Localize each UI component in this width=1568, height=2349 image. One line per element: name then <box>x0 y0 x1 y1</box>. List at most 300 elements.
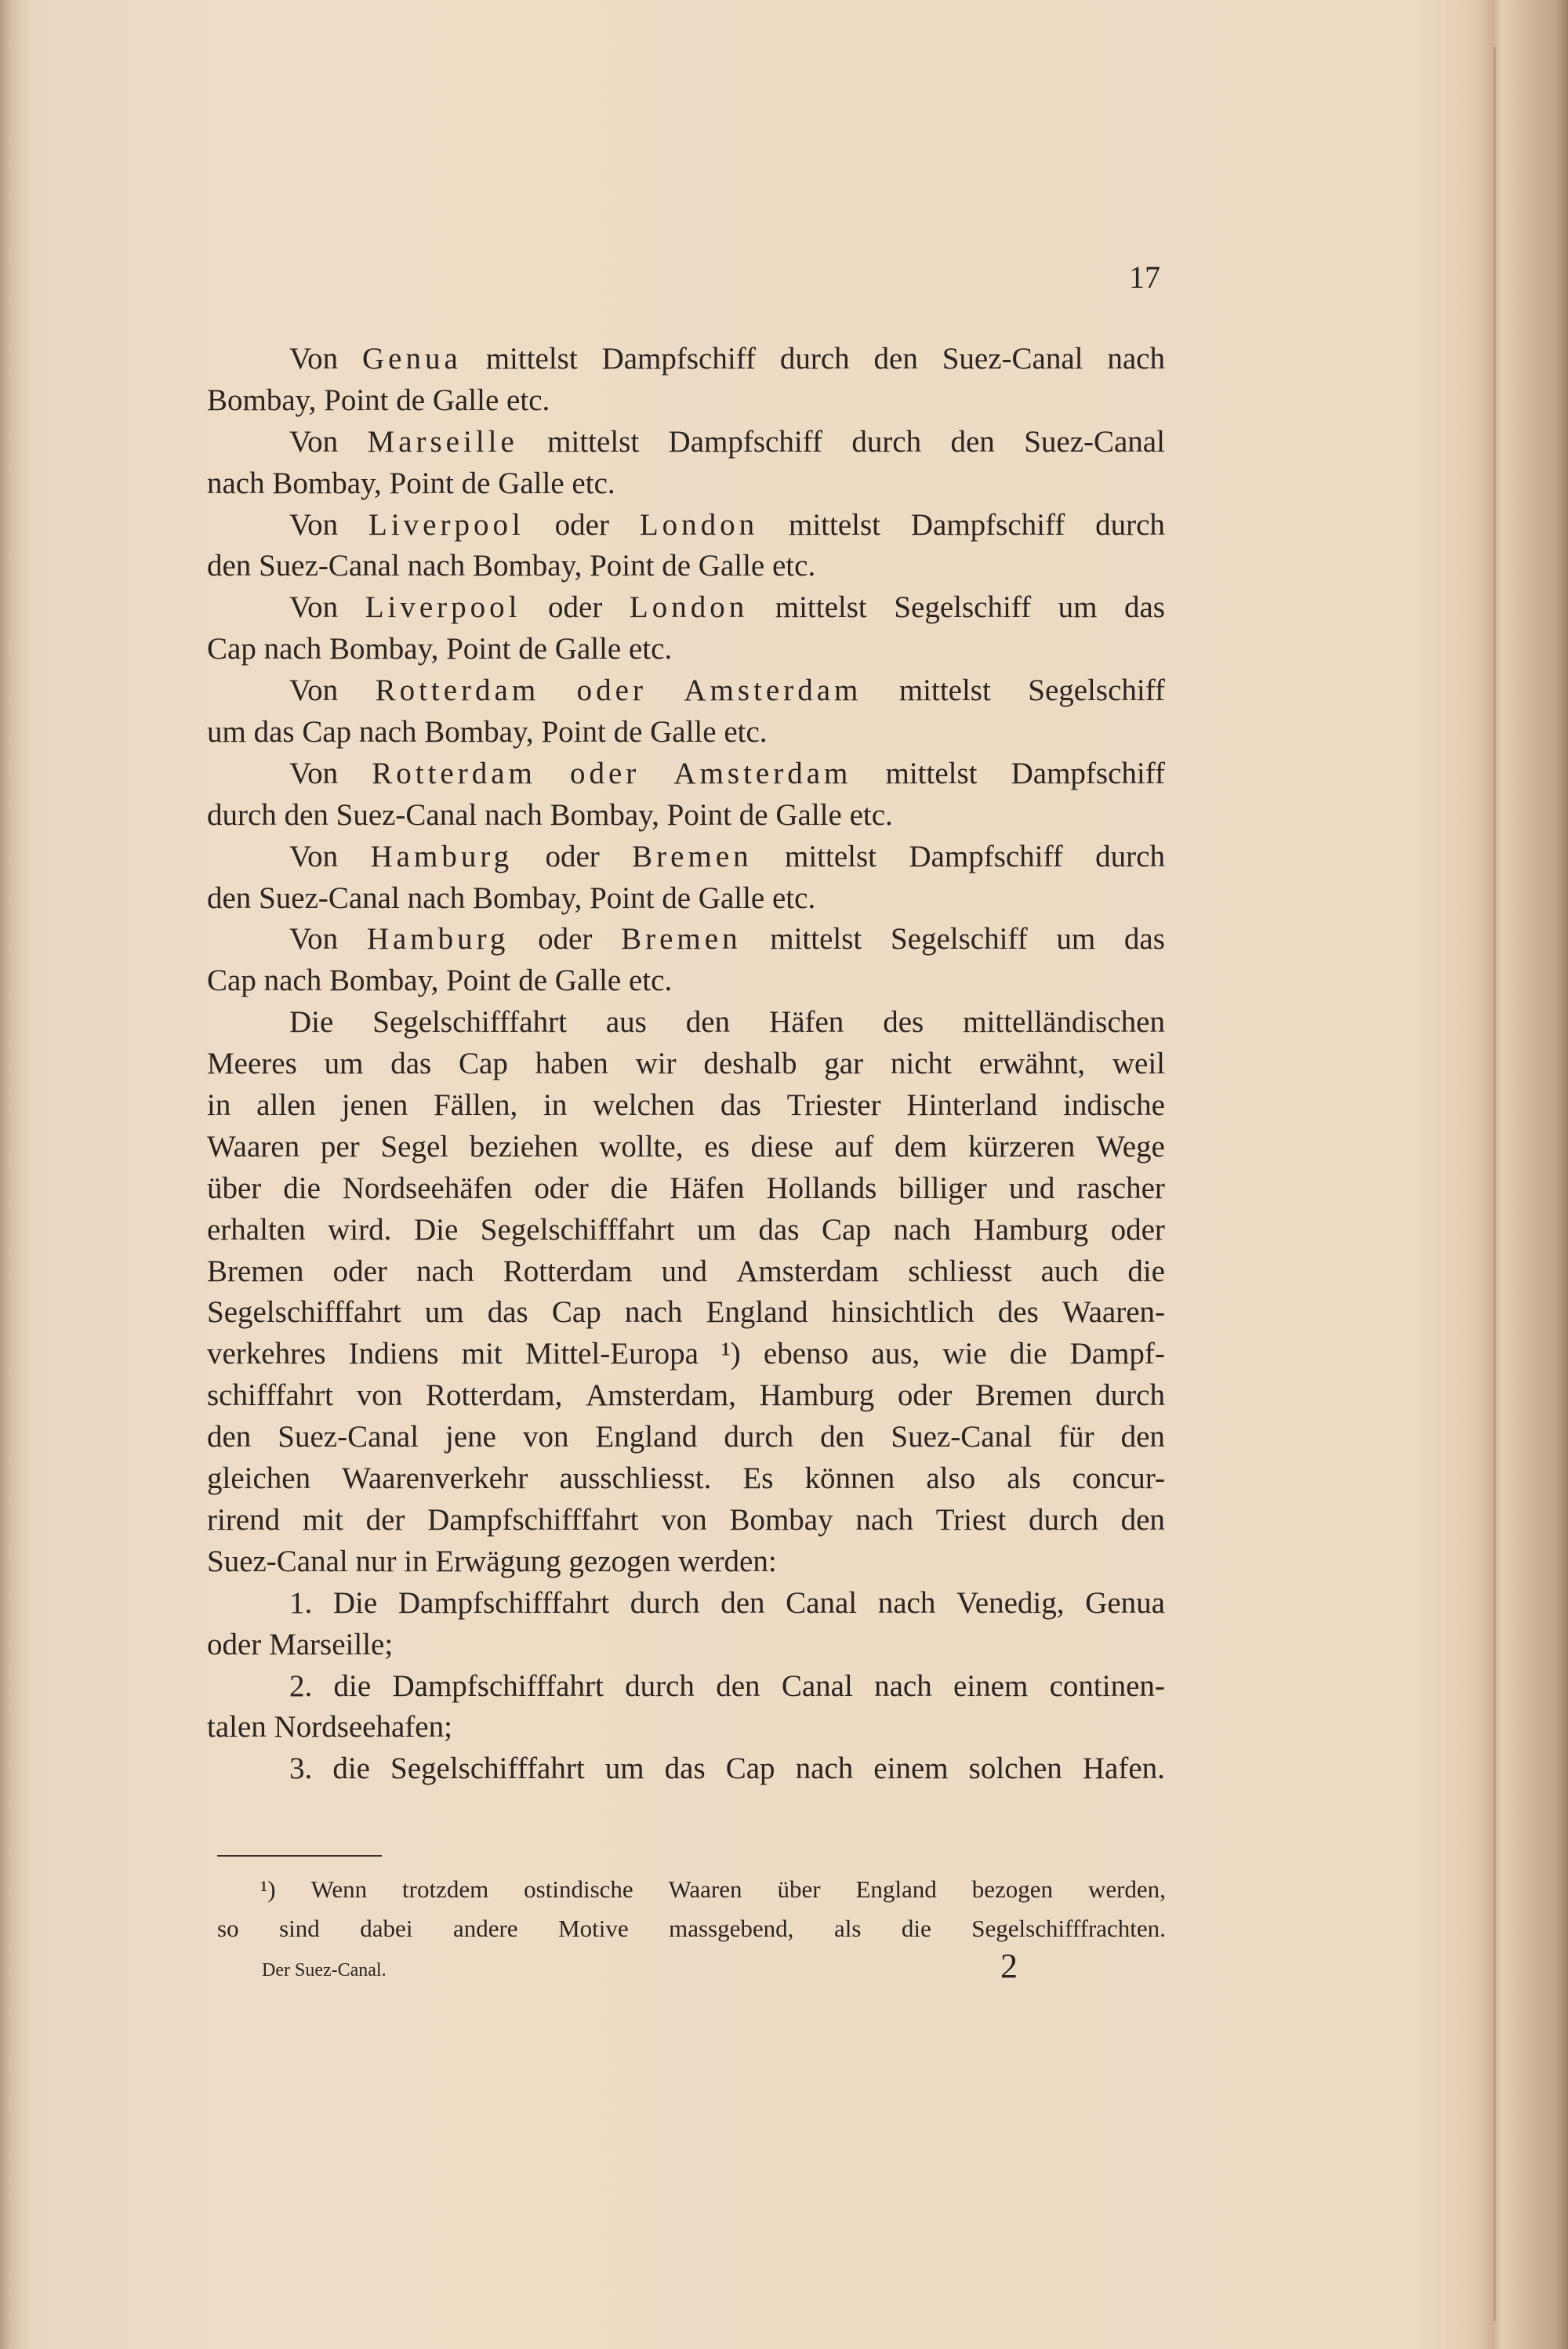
word: hinsichtlich <box>831 1295 975 1330</box>
word: gar <box>824 1047 864 1081</box>
text-line <box>207 919 1165 960</box>
text-line <box>207 1334 1165 1375</box>
word: de <box>518 964 555 998</box>
word: indische <box>1062 1088 1165 1123</box>
word: die <box>283 1171 321 1205</box>
word: nach <box>893 1212 951 1247</box>
word: Bremen <box>621 922 742 957</box>
word: oder <box>207 1627 270 1661</box>
word: Hinterland <box>906 1088 1038 1123</box>
word: in <box>207 1088 231 1123</box>
word: den <box>950 424 995 459</box>
word: die <box>332 1752 370 1786</box>
word: um <box>604 1752 644 1786</box>
word: das <box>664 1752 706 1786</box>
footnote-rule <box>217 1855 382 1857</box>
word: mittelst <box>789 507 881 542</box>
word: in <box>404 1544 436 1578</box>
word: rascher <box>1076 1171 1165 1205</box>
word: durch <box>1095 1378 1165 1413</box>
word: Cap <box>207 632 264 666</box>
word: von <box>661 1502 707 1537</box>
word: Wege <box>1096 1129 1165 1164</box>
word: de <box>739 797 776 832</box>
word: wollte, <box>599 1129 684 1164</box>
word: Die <box>289 1005 334 1040</box>
word: nach <box>485 797 550 832</box>
word: Häfen <box>670 1171 745 1205</box>
text-line <box>207 463 1165 505</box>
word: Segelschifffahrt <box>480 1212 675 1247</box>
word: den <box>284 797 336 832</box>
word: schliesst <box>908 1254 1012 1288</box>
word: auch <box>1040 1254 1099 1288</box>
word: den <box>685 1005 731 1040</box>
word: Von <box>289 342 339 376</box>
word: Dampf- <box>1069 1337 1165 1371</box>
word: mittelst <box>775 590 867 625</box>
word: nach <box>263 632 329 666</box>
word: können <box>804 1461 895 1496</box>
word: Dampfschifffahrt <box>427 1502 639 1537</box>
word: Von <box>289 839 339 873</box>
word: allen <box>256 1088 316 1123</box>
word: etc. <box>724 715 768 750</box>
word: Segelschiff <box>1028 673 1165 708</box>
word: oder <box>554 507 609 542</box>
word: Suez-Canal <box>336 797 485 832</box>
text-line <box>207 670 1165 712</box>
word: den <box>873 342 918 376</box>
word: Amsterdam, <box>586 1378 736 1413</box>
text-line <box>207 1375 1165 1417</box>
word: Segelschiff <box>890 922 1028 957</box>
word: in <box>543 1088 568 1123</box>
word: die <box>333 1668 372 1703</box>
word: Bombay, <box>328 964 447 998</box>
word: Wenn <box>310 1875 368 1903</box>
word: Genua <box>1085 1585 1165 1620</box>
text-line <box>207 1748 1165 1790</box>
word: Erwägung <box>435 1544 569 1578</box>
word: Waaren <box>668 1875 742 1903</box>
word: Venedig, <box>956 1585 1065 1620</box>
word: Galle <box>650 715 724 750</box>
word: Suez-Canal <box>207 1544 356 1578</box>
text-line <box>207 837 1165 878</box>
word: Von <box>289 424 339 459</box>
word: Bombay, <box>472 880 590 915</box>
word: Canal <box>781 1668 853 1703</box>
word: Die <box>413 1212 459 1247</box>
word: etc. <box>572 466 615 500</box>
word: werden, <box>1087 1875 1166 1903</box>
word: mittelst <box>885 756 978 790</box>
word: Liverpool <box>368 507 524 542</box>
word: Es <box>742 1461 774 1496</box>
word: Point <box>389 466 462 500</box>
word: oder <box>332 1254 387 1288</box>
word: concur- <box>1072 1461 1165 1496</box>
word: Liverpool <box>365 590 521 625</box>
word: Segelschifffahrt <box>372 1005 567 1040</box>
word: das <box>390 1047 432 1081</box>
word: das <box>1123 922 1165 957</box>
word: Dampfschifffahrt <box>392 1668 604 1703</box>
word: den <box>1120 1502 1165 1537</box>
word: über <box>777 1875 821 1903</box>
word: nach <box>1107 342 1165 376</box>
word: Segel <box>380 1129 449 1164</box>
text-line <box>207 339 1165 380</box>
word: Bombay, <box>328 632 447 666</box>
word: London <box>629 590 749 625</box>
word: verkehres <box>207 1337 326 1371</box>
text-line <box>207 1417 1165 1458</box>
word: ostindische <box>524 1875 633 1903</box>
word: Cap <box>725 1752 775 1786</box>
word: Suez-Canal <box>259 880 408 915</box>
word: Amsterdam <box>673 756 852 790</box>
text-line <box>207 1541 1165 1583</box>
word: durch <box>1095 839 1165 873</box>
word: den <box>820 1420 865 1454</box>
text-line <box>207 960 1165 1002</box>
word: etc. <box>629 632 673 666</box>
word: Von <box>289 590 339 625</box>
word: über <box>207 1171 262 1205</box>
word: etc. <box>506 383 550 417</box>
text-line <box>207 1085 1165 1127</box>
word: mittelst <box>898 673 991 708</box>
word: Hafen. <box>1082 1752 1165 1786</box>
word: Fällen, <box>434 1088 518 1123</box>
word: werden: <box>678 1544 777 1578</box>
word: das <box>253 715 303 750</box>
word: Galle <box>698 880 772 915</box>
word: Segelschifffahrt <box>207 1295 401 1330</box>
word: deshalb <box>703 1047 797 1081</box>
word: bezogen <box>971 1875 1053 1903</box>
word: den <box>1120 1420 1165 1454</box>
word: Von <box>289 673 339 708</box>
text-line <box>207 629 1165 670</box>
text-line <box>207 422 1165 463</box>
word: mittelst <box>770 922 862 957</box>
word: ausschliesst. <box>559 1461 712 1496</box>
word: Bombay, <box>207 383 325 417</box>
word: Dampfschiff <box>910 507 1065 542</box>
word: die <box>610 1171 648 1205</box>
word: Cap <box>302 715 359 750</box>
text-line <box>207 712 1165 753</box>
word: durch <box>724 1420 794 1454</box>
word: Cap <box>207 964 264 998</box>
word: das <box>720 1088 761 1123</box>
word: Bombay, <box>424 715 542 750</box>
word: oder <box>548 590 603 625</box>
text-line <box>207 795 1165 837</box>
word: de <box>662 549 699 583</box>
word: den <box>207 880 260 915</box>
word: nach <box>358 715 425 750</box>
word: Bremen <box>207 1254 304 1288</box>
word: Von <box>289 507 339 542</box>
word: schifffahrt <box>207 1378 334 1413</box>
word: so <box>217 1915 239 1942</box>
word: den <box>207 1420 252 1454</box>
word: um <box>424 1295 464 1330</box>
word: Von <box>289 922 339 957</box>
word: Point <box>590 880 662 915</box>
word: mittelländischen <box>963 1005 1165 1040</box>
word: erhalten <box>207 1212 306 1247</box>
word: oder <box>570 756 641 790</box>
word: oder <box>576 673 647 708</box>
word: Suez-Canal <box>278 1420 419 1454</box>
word: Die <box>332 1585 378 1620</box>
word: etc. <box>629 964 673 998</box>
word: um <box>207 715 254 750</box>
text-line <box>207 1583 1165 1625</box>
word: durch <box>1029 1502 1098 1537</box>
word: Suez-Canal <box>942 342 1083 376</box>
word: solchen <box>968 1752 1062 1786</box>
word: wir <box>635 1047 677 1081</box>
text-line <box>207 587 1165 629</box>
word: nach <box>795 1752 854 1786</box>
word: Galle <box>432 383 507 417</box>
word: de <box>662 880 699 915</box>
word: das <box>1124 590 1165 625</box>
word: Amsterdam <box>684 673 862 708</box>
word: durch <box>625 1668 695 1703</box>
word: Point <box>324 383 397 417</box>
word: oder <box>897 1378 953 1413</box>
word: ebenso <box>763 1337 849 1371</box>
word: einem <box>873 1752 949 1786</box>
word: 3. <box>289 1752 313 1786</box>
word: Bombay <box>729 1502 833 1537</box>
word: de <box>396 383 433 417</box>
word: um <box>324 1047 364 1081</box>
word: Rotterdam, <box>425 1378 563 1413</box>
word: mittelst <box>485 342 578 376</box>
word: Rotterdam <box>372 756 536 790</box>
word: Cap <box>821 1212 871 1247</box>
text-line <box>207 1500 1165 1541</box>
word: dem <box>894 1129 948 1164</box>
word: Dampfschifffahrt <box>397 1585 610 1620</box>
word: Segelschiff <box>894 590 1032 625</box>
word: und <box>661 1254 708 1288</box>
word: von <box>522 1420 569 1454</box>
word: von <box>356 1378 403 1413</box>
word: durch <box>851 424 922 459</box>
word: Dampfschiff <box>601 342 756 376</box>
word: Dampfschiff <box>668 424 822 459</box>
word: etc. <box>849 797 893 832</box>
word: mittelst <box>785 839 877 873</box>
word: Galle <box>498 466 572 500</box>
word: des <box>997 1295 1039 1330</box>
word: per <box>320 1129 360 1164</box>
text-line <box>207 380 1165 422</box>
text-line <box>207 1251 1165 1293</box>
text-line <box>207 1168 1165 1210</box>
word: Waaren <box>207 1129 300 1164</box>
word: Hollands <box>766 1171 877 1205</box>
word: als <box>833 1915 862 1942</box>
word: für <box>1058 1420 1094 1454</box>
word: den <box>716 1668 760 1703</box>
word: England <box>855 1875 937 1903</box>
word: Point <box>590 549 662 583</box>
text-line <box>207 546 1165 587</box>
word: Nordseehafen; <box>274 1710 452 1745</box>
word: jene <box>445 1420 496 1454</box>
word: andere <box>452 1915 518 1942</box>
word: gleichen <box>207 1461 311 1496</box>
word: oder <box>545 839 600 873</box>
word: Bombay, <box>472 549 590 583</box>
word: de <box>461 466 499 500</box>
word: etc. <box>772 880 816 915</box>
text-line <box>207 1625 1165 1666</box>
word: 1. <box>289 1585 313 1620</box>
word: die <box>1009 1337 1047 1371</box>
word: Nordseehäfen <box>342 1171 513 1205</box>
word: sind <box>279 1915 320 1942</box>
word: nicht <box>890 1047 952 1081</box>
text-line <box>207 753 1165 795</box>
word: mit <box>461 1337 503 1371</box>
word: nach <box>877 1585 936 1620</box>
footnote-line-2 <box>217 1909 1166 1948</box>
word: Häfen <box>769 1005 844 1040</box>
word: England <box>706 1295 808 1330</box>
word: mit <box>302 1502 343 1537</box>
text-line <box>207 1127 1165 1168</box>
word: etc. <box>772 549 816 583</box>
page-edge <box>1494 47 1496 2321</box>
word: aus, <box>871 1337 920 1371</box>
word: Point <box>446 964 519 998</box>
word: den <box>207 549 260 583</box>
word: England <box>595 1420 698 1454</box>
word: einem <box>953 1668 1029 1703</box>
word: diese <box>750 1129 814 1164</box>
word: Triest <box>935 1502 1007 1537</box>
word: nach <box>263 964 329 998</box>
word: das <box>487 1295 528 1330</box>
text-line <box>207 1044 1165 1085</box>
text-line <box>207 1666 1165 1708</box>
word: massgebend, <box>669 1915 794 1942</box>
word: der <box>365 1502 405 1537</box>
word: erwähnt, <box>978 1047 1086 1081</box>
word: weil <box>1112 1047 1165 1081</box>
word: kürzeren <box>967 1129 1076 1164</box>
word: ¹) <box>260 1875 276 1903</box>
word: jenen <box>341 1088 408 1123</box>
word: durch <box>779 342 850 376</box>
word: nach <box>624 1295 683 1330</box>
text-line <box>207 1210 1165 1251</box>
word: Bombay, <box>272 466 390 500</box>
word: Hamburg <box>973 1212 1089 1247</box>
word: die <box>901 1915 931 1942</box>
word: Dampfschiff <box>909 839 1063 873</box>
word: Bremen <box>632 839 753 873</box>
word: Marseille; <box>269 1627 394 1661</box>
word: nach <box>407 880 473 915</box>
text-line <box>207 1292 1165 1334</box>
word: de <box>518 632 555 666</box>
word: beziehen <box>469 1129 579 1164</box>
word: Suez-Canal <box>891 1420 1033 1454</box>
word: oder <box>538 922 593 957</box>
word: Rotterdam <box>375 673 540 708</box>
word: Segelschifffrachten. <box>971 1915 1166 1942</box>
word: London <box>639 507 759 542</box>
text-line <box>207 505 1165 546</box>
text-line <box>207 1707 1165 1748</box>
word: Galle <box>698 549 772 583</box>
word: die <box>1127 1254 1165 1288</box>
word: Suez-Canal <box>1024 424 1165 459</box>
word: Canal <box>786 1585 858 1620</box>
word: Triester <box>786 1088 881 1123</box>
word: de <box>613 715 651 750</box>
text-line <box>207 1458 1165 1500</box>
word: aus <box>605 1005 647 1040</box>
body-text <box>207 339 1165 1790</box>
word: Waarenverkehr <box>342 1461 528 1496</box>
word: Amsterdam <box>736 1254 880 1288</box>
word: talen <box>207 1710 274 1745</box>
word: auf <box>834 1129 874 1164</box>
word: Point <box>666 797 739 832</box>
word: Suez-Canal <box>259 549 408 583</box>
word: Point <box>446 632 519 666</box>
word: Hamburg <box>759 1378 875 1413</box>
word: Hamburg <box>370 839 514 873</box>
word: um <box>697 1212 736 1247</box>
sheet-number: 2 <box>1000 1947 1018 1985</box>
word: Hamburg <box>366 922 510 957</box>
word: dabei <box>360 1915 413 1942</box>
word: des <box>883 1005 924 1040</box>
word: trotzdem <box>402 1875 489 1903</box>
word: Galle <box>554 964 629 998</box>
word: um <box>1056 922 1096 957</box>
word: oder <box>534 1171 589 1205</box>
word: gezogen <box>568 1544 679 1578</box>
word: Dampfschiff <box>1011 756 1165 790</box>
word: Rotterdam <box>503 1254 633 1288</box>
word: nur <box>355 1544 405 1578</box>
text-line <box>207 1002 1165 1044</box>
word: oder <box>1110 1212 1165 1247</box>
word: Cap <box>551 1295 601 1330</box>
word: welchen <box>593 1088 695 1123</box>
word: Motive <box>558 1915 629 1942</box>
word: Cap <box>459 1047 508 1081</box>
word: Genua <box>362 342 462 376</box>
word: Von <box>289 756 339 790</box>
word: Waaren- <box>1062 1295 1165 1330</box>
